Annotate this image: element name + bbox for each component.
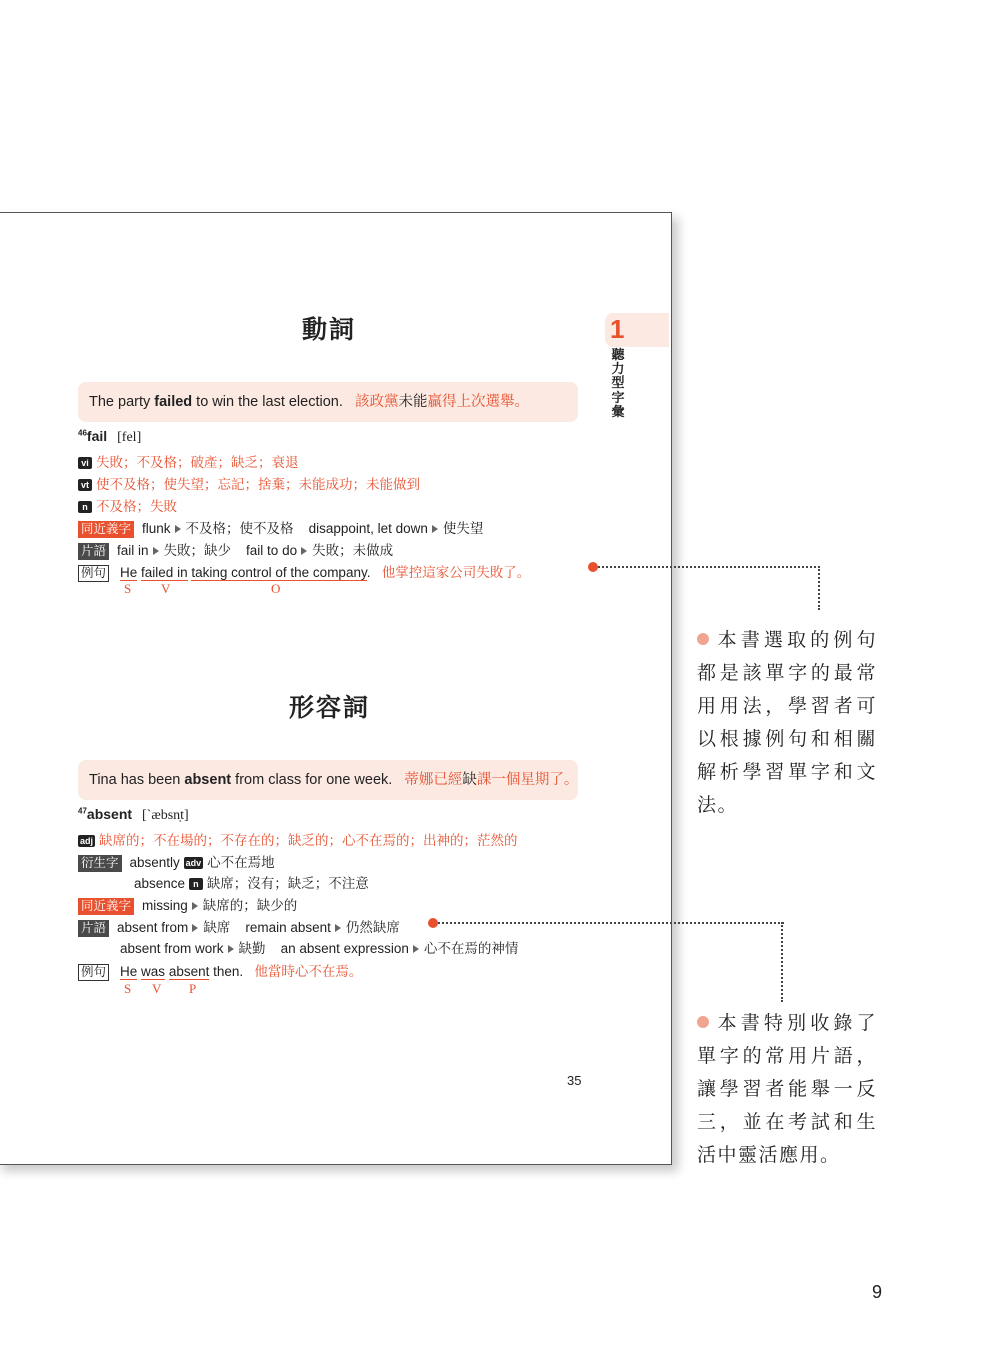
synonym-def: 不及格；使不及格 bbox=[185, 521, 294, 536]
example-box-absent bbox=[78, 760, 578, 800]
sentence-verb: was bbox=[141, 964, 166, 979]
phrase-word: absent from bbox=[117, 920, 189, 935]
phrase-def: 心不在焉的神情 bbox=[423, 941, 519, 956]
arrow-icon bbox=[301, 547, 307, 555]
note-phrases bbox=[697, 1007, 877, 1172]
example-text: The party bbox=[89, 394, 155, 410]
example-translation: 課一個星期了。 bbox=[476, 772, 579, 788]
callout-dot-phrases bbox=[428, 918, 438, 928]
example-translation: 贏得上次選舉。 bbox=[427, 394, 529, 410]
synonym-word: disappoint, let down bbox=[308, 521, 428, 536]
example-text: from class for one week. bbox=[231, 772, 393, 788]
example-translation: 蒂娜已經 bbox=[404, 772, 463, 788]
example-keyword: failed bbox=[154, 394, 193, 410]
synonym-word: flunk bbox=[142, 521, 171, 536]
synonym-def: 缺席的；缺少的 bbox=[202, 898, 298, 913]
derivative-def: 缺席；沒有；缺乏；不注意 bbox=[206, 876, 369, 891]
example-label: 例句 bbox=[78, 565, 109, 582]
section-title-verb: 動詞 bbox=[302, 315, 357, 344]
example-label: 例句 bbox=[78, 964, 109, 981]
phrase-def: 仍然缺席 bbox=[345, 920, 400, 935]
example-sentence-fail bbox=[78, 561, 530, 582]
synonym-label: 同近義字 bbox=[78, 898, 134, 915]
sentence-predicate: absent bbox=[168, 964, 210, 979]
pos-tag: vi bbox=[78, 457, 92, 469]
section-title-adjective: 形容詞 bbox=[289, 693, 371, 722]
entry-number: 47 bbox=[78, 806, 87, 816]
sentence-object: taking control of the company bbox=[191, 565, 367, 580]
example-box-fail bbox=[78, 382, 578, 422]
synonyms-fail bbox=[78, 517, 483, 538]
callout-line bbox=[438, 922, 784, 924]
phrase-word: fail to do bbox=[246, 543, 298, 558]
example-translation-keyword: 缺 bbox=[462, 772, 477, 788]
derivative-label: 衍生字 bbox=[78, 855, 122, 872]
grammar-mark-p: P bbox=[189, 981, 197, 996]
sentence-translation: 他掌控這家公司失敗了。 bbox=[381, 565, 531, 580]
arrow-icon bbox=[192, 902, 198, 910]
grammar-mark-s: S bbox=[124, 581, 132, 596]
sentence-translation: 他當時心不在焉。 bbox=[254, 964, 363, 979]
grammar-mark-v: V bbox=[152, 981, 162, 996]
example-sentence-absent bbox=[78, 960, 362, 981]
arrow-icon bbox=[432, 525, 438, 533]
inner-page-number: 35 bbox=[567, 1073, 582, 1088]
arrow-icon bbox=[413, 945, 419, 953]
chapter-number: 1 bbox=[610, 314, 625, 344]
arrow-icon bbox=[153, 547, 159, 555]
pos-tag: vt bbox=[78, 479, 92, 491]
headword-absent bbox=[78, 806, 189, 824]
example-text: to win the last election. bbox=[192, 394, 343, 410]
pos-tag: adj bbox=[80, 836, 94, 846]
example-text: Tina has been bbox=[89, 772, 185, 788]
example-keyword: absent bbox=[184, 772, 232, 788]
headword-fail bbox=[78, 428, 141, 446]
callout-line bbox=[598, 566, 820, 568]
bullet-icon bbox=[697, 1016, 709, 1028]
definition-text: 使不及格；使失望；忘記；捨棄；未能成功；未能做到 bbox=[96, 477, 420, 492]
entry-number: 46 bbox=[78, 428, 87, 438]
definition-vi bbox=[78, 451, 299, 471]
definition-text: 不及格；失敗 bbox=[96, 499, 177, 514]
example-translation-keyword: 未能 bbox=[398, 394, 428, 410]
phrases-absent-2 bbox=[120, 937, 518, 957]
phrase-label: 片語 bbox=[78, 543, 109, 560]
phrases-fail bbox=[78, 539, 393, 560]
phrase-word: remain absent bbox=[245, 920, 331, 935]
phrases-absent bbox=[78, 916, 400, 937]
pos-tag: n bbox=[189, 878, 203, 890]
note-text: 本書選取的例句都是該單字的最常用用法，學習者可以根據例句和相關解析學習單字和文法。 bbox=[697, 629, 877, 816]
derivative-word: absently bbox=[129, 855, 180, 870]
sentence-end: then. bbox=[209, 964, 244, 979]
sentence-subject: He bbox=[120, 964, 138, 979]
synonym-label: 同近義字 bbox=[78, 521, 134, 538]
phrase-def: 缺勤 bbox=[238, 941, 266, 956]
sentence-verb: failed in bbox=[141, 565, 188, 580]
arrow-icon bbox=[335, 924, 341, 932]
phrase-label: 片語 bbox=[78, 920, 109, 937]
phrase-word: an absent expression bbox=[280, 941, 409, 956]
phrase-def: 失敗；未做成 bbox=[312, 543, 394, 558]
arrow-icon bbox=[228, 945, 234, 953]
callout-line bbox=[781, 922, 783, 1002]
entry-word: fail bbox=[86, 428, 108, 444]
phrase-def: 失敗；缺少 bbox=[163, 543, 232, 558]
phrase-def: 缺席 bbox=[203, 920, 231, 935]
derivative-word: absence bbox=[134, 876, 186, 891]
sentence-end: . bbox=[366, 565, 371, 580]
grammar-mark-v: V bbox=[161, 581, 171, 596]
example-translation: 該政黨 bbox=[354, 394, 399, 410]
synonym-word: missing bbox=[142, 898, 188, 913]
definition-text: 失敗；不及格；破產；缺乏；衰退 bbox=[96, 455, 299, 470]
sentence-subject: He bbox=[120, 565, 138, 580]
definition-adj bbox=[78, 829, 518, 849]
pronunciation: [fel] bbox=[117, 430, 142, 445]
entry-word: absent bbox=[86, 806, 133, 822]
note-text: 本書特別收錄了單字的常用片語，讓學習者能舉一反三，並在考試和生活中靈活應用。 bbox=[697, 1012, 877, 1166]
callout-line bbox=[818, 566, 820, 610]
grammar-mark-o: O bbox=[271, 581, 281, 596]
callout-dot-example bbox=[588, 562, 598, 572]
arrow-icon bbox=[175, 525, 181, 533]
synonym-def: 使失望 bbox=[442, 521, 484, 536]
derivative-def: 心不在焉地 bbox=[207, 855, 275, 870]
derivatives-absent-2 bbox=[134, 872, 369, 892]
bullet-icon bbox=[697, 633, 709, 645]
chapter-label: 聽力型字彙 bbox=[611, 348, 625, 420]
grammar-mark-s: S bbox=[124, 981, 132, 996]
definition-n bbox=[78, 495, 177, 515]
pos-tag: adv bbox=[185, 858, 202, 868]
phrase-word: fail in bbox=[117, 543, 149, 558]
phrase-word: absent from work bbox=[120, 941, 224, 956]
arrow-icon bbox=[192, 924, 198, 932]
derivatives-absent bbox=[78, 851, 275, 872]
pronunciation: [ˋæbsn̩t] bbox=[142, 808, 189, 823]
pos-tag: n bbox=[78, 501, 92, 513]
synonyms-absent bbox=[78, 894, 297, 915]
definition-text: 缺席的；不在場的；不存在的；缺乏的；心不在焉的；出神的；茫然的 bbox=[99, 833, 518, 848]
definition-vt bbox=[78, 473, 420, 493]
note-example-sentences bbox=[697, 624, 877, 822]
outer-page-number: 9 bbox=[872, 1282, 883, 1302]
